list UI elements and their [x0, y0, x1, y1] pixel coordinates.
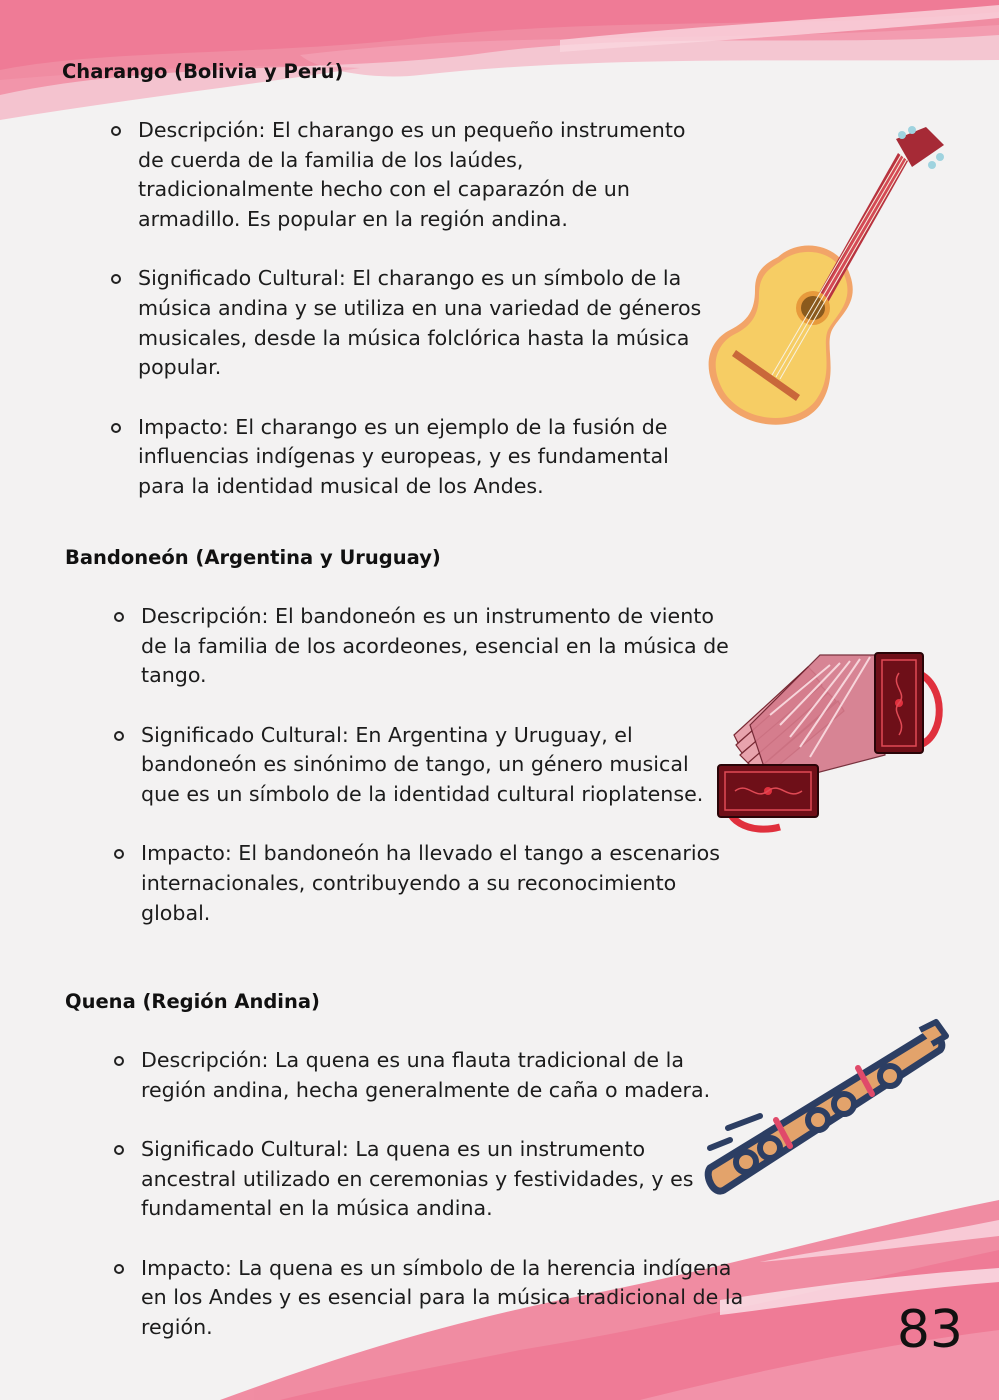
text-line: Impacto: La quena es un símbolo de la herencia indígena	[141, 1255, 732, 1280]
text-line: Significado Cultural: En Argentina y Uruguay, el	[141, 722, 633, 747]
text-line: armadillo. Es popular en la región andina.	[138, 207, 568, 232]
text-line: popular.	[138, 355, 222, 380]
list-item	[112, 839, 729, 928]
section-bandoneon	[65, 546, 729, 958]
bullet-list	[109, 116, 701, 502]
text-line: Descripción: El bandoneón es un instrumento de viento	[141, 604, 714, 628]
section-quena	[65, 990, 743, 1372]
text-line: Impacto: El charango es un ejemplo de la fusión de	[138, 414, 668, 439]
text-line: fundamental en la música andina.	[141, 1196, 493, 1221]
text-line: Significado Cultural: El charango es un símbolo de la	[138, 266, 682, 291]
page-number: 83	[896, 1300, 963, 1360]
section-heading: Bandoneón (Argentina y Uruguay)	[65, 546, 441, 569]
text-line: región andina, hecha generalmente de caña o madera.	[141, 1077, 711, 1102]
list-item	[112, 602, 729, 691]
text-line: de cuerda de la familia de los laúdes,	[138, 147, 524, 172]
list-item	[109, 264, 701, 383]
section-charango	[62, 60, 701, 531]
text-line: global.	[141, 900, 211, 925]
text-line: Impacto: El bandoneón ha llevado el tango a escenarios	[141, 841, 720, 866]
text-line: tango.	[141, 663, 207, 688]
list-item	[112, 1254, 743, 1343]
text-line: que es un símbolo de la identidad cultural rioplatense.	[141, 782, 704, 807]
bullet-list	[112, 1046, 743, 1343]
text-line: región.	[141, 1314, 213, 1339]
quena-flute-icon	[700, 1000, 960, 1210]
text-line: bandoneón es sinónimo de tango, un género musical	[141, 752, 689, 777]
text-line: internacionales, contribuyendo a su reconocimiento	[141, 870, 677, 895]
text-line: musicales, desde la música folclórica hasta la música	[138, 325, 690, 350]
text-line: tradicionalmente hecho con el caparazón de un	[138, 177, 630, 202]
text-line: Descripción: La quena es una flauta tradicional de la	[141, 1048, 684, 1072]
text-line: en los Andes y es esencial para la música tradicional de la	[141, 1285, 744, 1310]
list-item	[112, 721, 729, 810]
list-item	[109, 116, 701, 235]
list-item	[112, 1135, 743, 1224]
bullet-list	[112, 602, 729, 928]
text-line: Significado Cultural: La quena es un instrumento	[141, 1136, 646, 1161]
text-line: para la identidad musical de los Andes.	[138, 474, 544, 499]
section-heading: Charango (Bolivia y Perú)	[62, 60, 344, 83]
text-line: Descripción: El charango es un pequeño instrumento	[138, 118, 686, 142]
text-line: de la familia de los acordeones, esencial en la música de	[141, 633, 729, 658]
list-item	[112, 1046, 743, 1105]
text-line: influencias indígenas y europeas, y es fundamental	[138, 444, 669, 469]
list-item	[109, 413, 701, 502]
section-heading: Quena (Región Andina)	[65, 990, 320, 1013]
text-line: música andina y se utiliza en una variedad de géneros	[138, 296, 702, 321]
guitar-icon	[700, 125, 960, 435]
text-line: ancestral utilizado en ceremonias y festividades, y es	[141, 1166, 694, 1191]
bandoneon-icon	[710, 645, 950, 840]
